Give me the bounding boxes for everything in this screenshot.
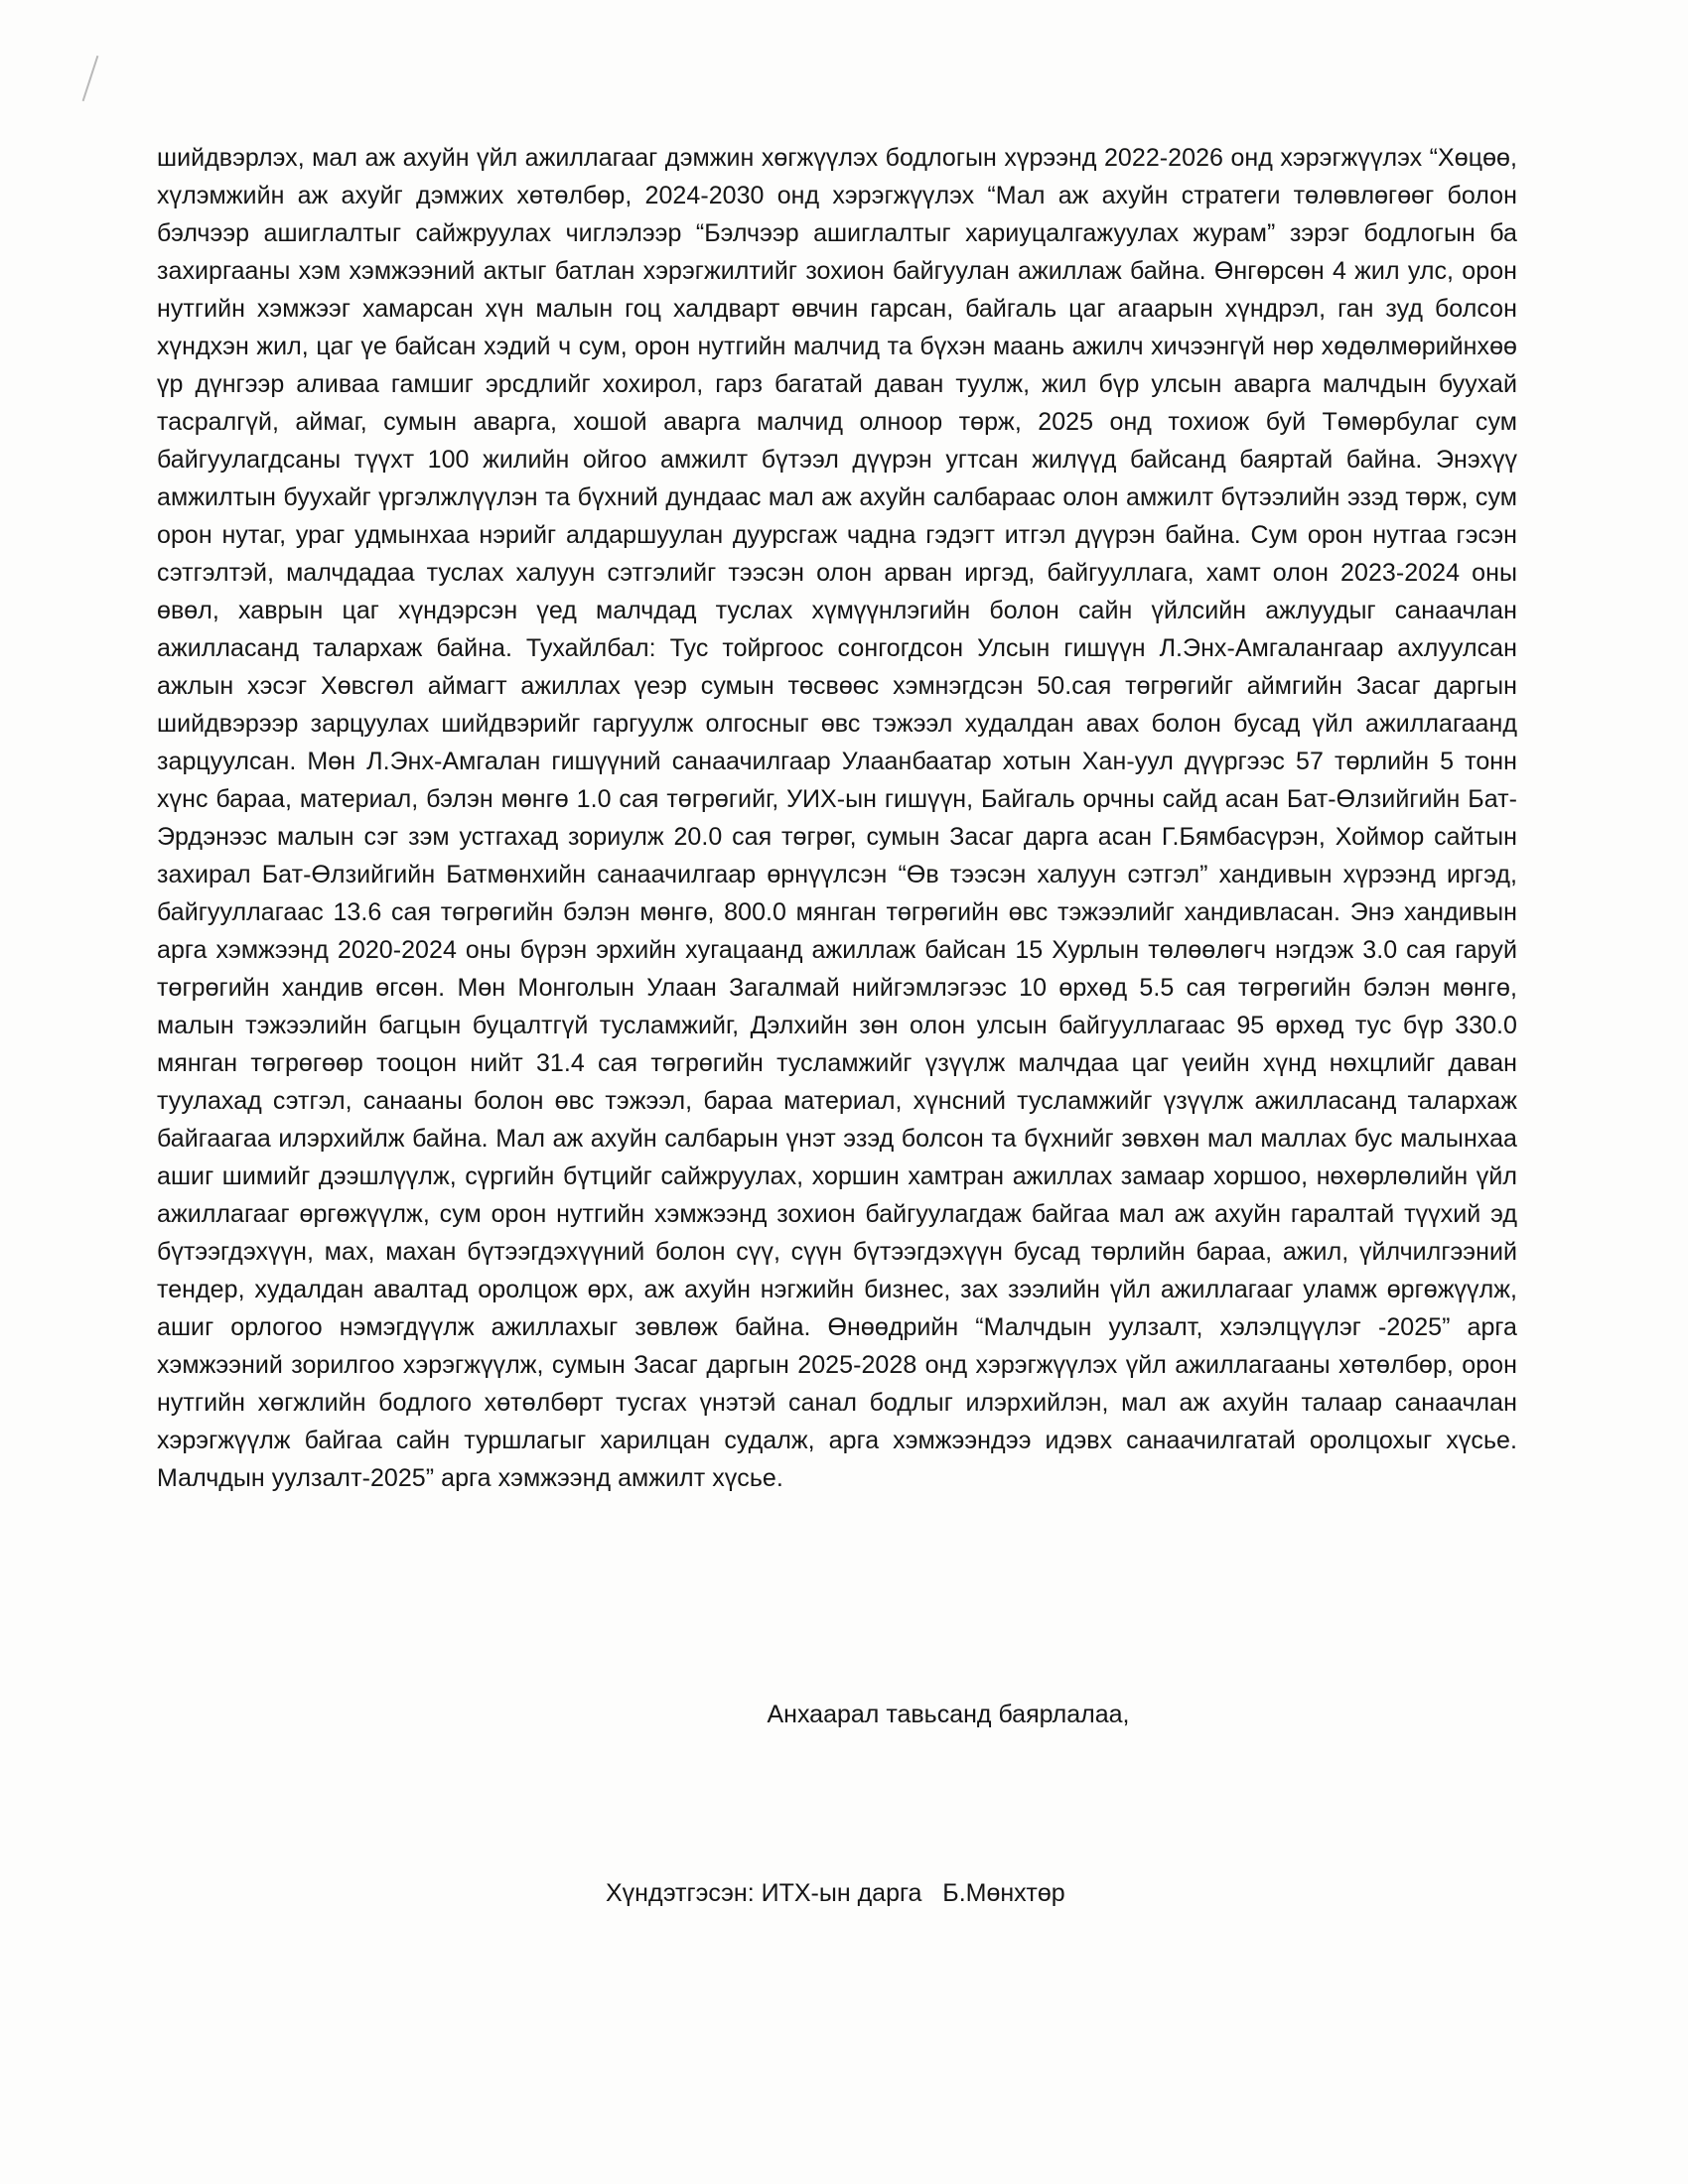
scan-margin-mark <box>82 56 99 101</box>
letter-closing: Анхаарал тавьсанд баярлалаа, <box>767 1701 1130 1728</box>
letter-body-paragraph: шийдвэрлэх, мал аж ахуйн үйл ажиллагааг дэмжин хөгжүүлэх бодлогын хүрээнд 2022-2026 онд хэрэгжүүлэх “Хөцөө, хүлэмжийн аж ахуйг дэмжих хөтөлбөр, 2024-2030 онд хэрэгжүүлэх “Мал аж ахуйн стратеги төлөвлөгөөг болон бэлчээр ашиглалтыг сайжруулах чиглэлээр “Бэлчээр ашиглалтыг хариуцалгажуулах журам” зэрэг бодлогын ба захиргааны хэм хэмжээний актыг батлан хэрэгжилтийг зохион байгуулан ажиллаж байна. Өнгөрсөн 4 жил улс, орон нутгийн хэмжээг хамарсан хүн малын гоц халдварт өвчин гарсан, байгаль цаг агаарын хүндрэл, ган зуд болсон хүндхэн жил, цаг үе байсан хэдий ч сум, орон нутгийн малчид та бүхэн маань ажилч хичээнгүй нөр хөдөлмөрийнхөө үр дүнгээр аливаа гамшиг эрсдлийг хохирол, гарз багатай даван туулж, жил бүр улсын аварга малчдын буухай тасралгүй, аймаг, сумын аварга, хошой аварга малчид олноор төрж, 2025 онд тохиож буй Төмөрбулаг сум байгуулагдсаны түүхт 100 жилийн ойгоо амжилт бүтээл дүүрэн угтсан жилүүд байсанд баяртай байна. Энэхүү амжилтын буухайг үргэлжлүүлэн та бүхний дундаас мал аж ахуйн салбараас олон амжилт бүтээлийн эзэд төрж, сум орон нутаг, ураг удмынхаа нэрийг алдаршуулан дуурсгаж чадна гэдэгт итгэл дүүрэн байна. Сум орон нутгаа гэсэн сэтгэлтэй, малчдадаа туслах халуун сэтгэлийг тээсэн олон арван иргэд, байгууллага, хамт олон 2023-2024 оны өвөл, хаврын цаг хүндэрсэн үед малчдад туслах хүмүүнлэгийн болон сайн үйлсийн ажлуудыг санаачлан ажилласанд талархаж байна. Тухайлбал: Тус тойргоос сонгогдсон Улсын гишүүн Л.Энх-Амгалангаар ахлуулсан ажлын хэсэг Хөвсгөл аймагт ажиллах үеэр сумын төсвөөс хэмнэгдсэн 50.сая төгрөгийг аймгийн Засаг даргын шийдвэрээр зарцуулах шийдвэрийг гаргуулж олгосныг өвс тэжээл худалдан авах болон бусад үйл ажиллагаанд зарцуулсан. Мөн Л.Энх-Амгалан гишүүний санаачилгаар Улаанбаатар хотын Хан-уул дүүргээс 57 төрлийн 5 тонн хүнс бараа, материал, бэлэн мөнгө 1.0 сая төгрөгийг, УИХ-ын гишүүн, Байгаль орчны сайд асан Бат-Өлзийгийн Бат-Эрдэнээс малын сэг зэм устгахад зориулж 20.0 сая төгрөг, сумын Засаг дарга асан Г.Бямбасүрэн, Хоймор сайтын захирал Бат-Өлзийгийн Батмөнхийн санаачилгаар өрнүүлсэн “Өв тээсэн халуун сэтгэл” хандивын хүрээнд иргэд, байгууллагаас 13.6 сая төгрөгийн бэлэн мөнгө, 800.0 мянган төгрөгийн өвс тэжээлийг хандивласан. Энэ хандивын арга хэмжээнд 2020-2024 оны бүрэн эрхийн хугацаанд ажиллаж байсан 15 Хурлын төлөөлөгч нэгдэж 3.0 сая гаруй төгрөгийн хандив өгсөн. Мөн Монголын Улаан Загалмай нийгэмлэгээс 10 өрхөд 5.5 сая төгрөгийн бэлэн мөнгө, малын тэжээлийн багцын буцалтгүй тусламжийг, Дэлхийн зөн олон улсын байгууллагаас 95 өрхөд тус бүр 330.0 мянган төгрөгөөр тооцон нийт 31.4 сая төгрөгийн тусламжийг үзүүлж малчдаа цаг үеийн хүнд нөхцлийг даван туулахад сэтгэл, санааны болон өвс тэжээл, бараа материал, хүнсний тусламжийг үзүүлж ажилласанд талархаж байгаагаа илэрхийлж байна. Мал аж ахуйн салбарын үнэт эзэд болсон та бүхнийг зөвхөн мал маллах бус малынхаа ашиг шимийг дээшлүүлж, сүргийн бүтцийг сайжруулах, хоршин хамтран ажиллах замаар хоршоо, нөхөрлөлийн үйл ажиллагааг өргөжүүлж, сум орон нутгийн хэмжээнд зохион байгуулагдаж байгаа мал аж ахуйн гаралтай түүхий эд бүтээгдэхүүн, мах, махан бүтээгдэхүүний болон сүү, сүүн бүтээгдэхүүн бусад төрлийн бараа, ажил, үйлчилгээний тендер, худалдан авалтад оролцож өрх, аж ахуйн нэгжийн бизнес, зах зээлийн үйл ажиллагааг уламж өргөжүүлж, ашиг орлогоо нэмэгдүүлж ажиллахыг зөвлөж байна. Өнөөдрийн “Малчдын уулзалт, хэлэлцүүлэг -2025” арга хэмжээний зорилгоо хэрэгжүүлж, сумын Засаг даргын 2025-2028 онд хэрэгжүүлэх үйл ажиллагааны хөтөлбөр, орон нутгийн хөгжлийн бодлого хөтөлбөрт тусгах үнэтэй санал бодлыг илэрхийлэн, мал аж ахуйн талаар санаачлан хэрэгжүүлж байгаа сайн туршлагыг харилцан судалж, арга хэмжээндээ идэвх санаачилгатай оролцохыг хүсье. Малчдын уулзалт-2025” арга хэмжээнд амжилт хүсье. <box>157 144 1517 1492</box>
letter-signature: Хүндэтгэсэн: ИТХ-ын дарга Б.Мөнхтөр <box>606 1879 1065 1907</box>
